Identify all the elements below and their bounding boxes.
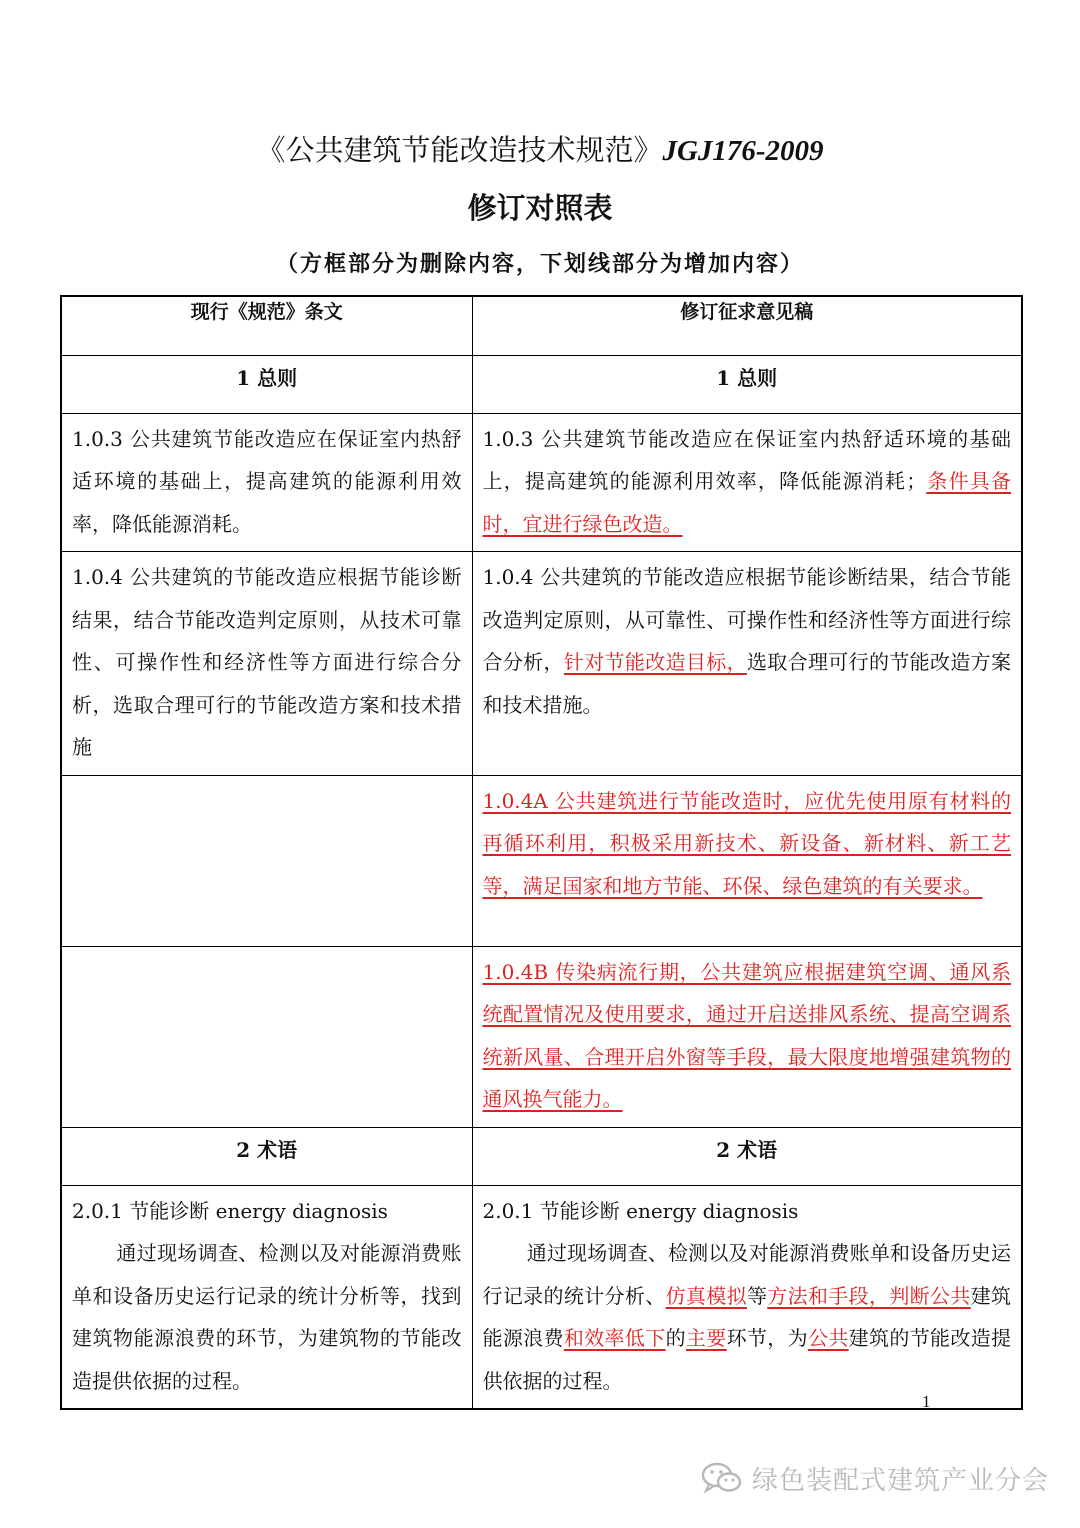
section-heading-left: 2 术语	[61, 1127, 472, 1185]
inserted-text: 仿真模拟	[665, 1283, 747, 1308]
section-heading-left: 1 总则	[61, 355, 472, 413]
table-row	[61, 552, 1022, 776]
current-clause-empty	[61, 946, 472, 1127]
table-header-row	[61, 296, 1022, 355]
section-row	[61, 1127, 1022, 1185]
table-row	[61, 413, 1022, 552]
term-heading: 2.0.1 节能诊断 energy diagnosis	[72, 1198, 388, 1223]
revised-clause-1-0-4b	[472, 946, 1022, 1127]
revised-clause-1-0-3: 1.0.3 公共建筑节能改造应在保证室内热舒适环境的基础上，提高建筑的能源利用效率，降低能源消耗；条件具备时，宜进行绿色改造。	[472, 413, 1022, 552]
table-row	[61, 1185, 1022, 1409]
header-current-clause: 现行《规范》条文	[61, 296, 472, 355]
inserted-text: 和效率低下	[563, 1326, 666, 1350]
document-subtitle: 修订对照表	[467, 191, 613, 225]
title-text: 《公共建筑节能改造技术规范》	[256, 133, 663, 167]
current-clause-empty	[61, 775, 472, 946]
legend-note: （方框部分为删除内容，下划线部分为增加内容）	[275, 251, 804, 277]
watermark	[700, 1456, 1049, 1500]
comparison-table	[60, 295, 1023, 1410]
document-title	[0, 128, 1080, 173]
current-clause-1-0-4: 1.0.4 公共建筑的节能改造应根据节能诊断结果，结合节能改造判定原则，从技术可靠性、可操作性和经济性等方面进行综合分析，选取合理可行的节能改造方案和技术措施	[61, 552, 472, 776]
revised-term-2-0-1: 2.0.1 节能诊断 energy diagnosis 通过现场调查、检测以及对能源消费账单和设备历史运行记录的统计分析、仿真模拟等方法和手段，判断公共建筑能源浪费和效率低下的主要环节，为公共建筑的节能改造提供依据的过程。	[472, 1185, 1022, 1409]
current-term-2-0-1	[61, 1185, 472, 1409]
inserted-text: 1.0.4A 公共建筑进行节能改造时，应优先使用原有材料的再循环利用，积极采用新技术、新设备、新材料、新工艺等，满足国家和地方节能、环保、绿色建筑的有关要求。	[482, 788, 1011, 898]
table-row	[61, 946, 1022, 1127]
inserted-text: 主要	[685, 1326, 727, 1350]
revised-clause-1-0-4a	[472, 775, 1022, 946]
inserted-text: 1.0.4B 传染病流行期，公共建筑应根据建筑空调、通风系统配置情况及使用要求，通过开启送排风系统、提高空调系统新风量、合理开启外窗等手段，最大限度地增强建筑物的通风换气能力。	[482, 959, 1011, 1111]
inserted-text: 针对节能改造目标，	[563, 650, 747, 674]
current-clause-1-0-3: 1.0.3 公共建筑节能改造应在保证室内热舒适环境的基础上，提高建筑的能源利用效率，降低能源消耗。	[61, 413, 472, 552]
wechat-icon	[700, 1460, 744, 1496]
section-row	[61, 355, 1022, 413]
watermark-text: 绿色装配式建筑产业分会	[752, 1465, 1050, 1496]
term-heading: 2.0.1 节能诊断 energy diagnosis	[482, 1198, 799, 1223]
title-code: JGJ176-2009	[662, 135, 824, 167]
section-heading-right: 1 总则	[472, 355, 1022, 413]
table-row	[61, 775, 1022, 946]
inserted-text: 条件具备时，宜进行绿色改造。	[482, 469, 1011, 536]
inserted-text: 方法和手段，判断公共	[767, 1283, 971, 1308]
page-number: 1	[922, 1392, 931, 1411]
term-body: 通过现场调查、检测以及对能源消费账单和设备历史运行记录的统计分析等，找到建筑物能源浪费的环节，为建筑物的节能改造提供依据的过程。	[72, 1241, 462, 1393]
section-heading-right: 2 术语	[472, 1127, 1022, 1185]
revised-clause-1-0-4: 1.0.4 公共建筑的节能改造应根据节能诊断结果，结合节能改造判定原则，从可靠性、可操作性和经济性等方面进行综合分析，针对节能改造目标，选取合理可行的节能改造方案和技术措施。	[472, 552, 1022, 776]
header-revised-draft: 修订征求意见稿	[472, 296, 1022, 355]
inserted-text: 公共	[807, 1326, 849, 1350]
